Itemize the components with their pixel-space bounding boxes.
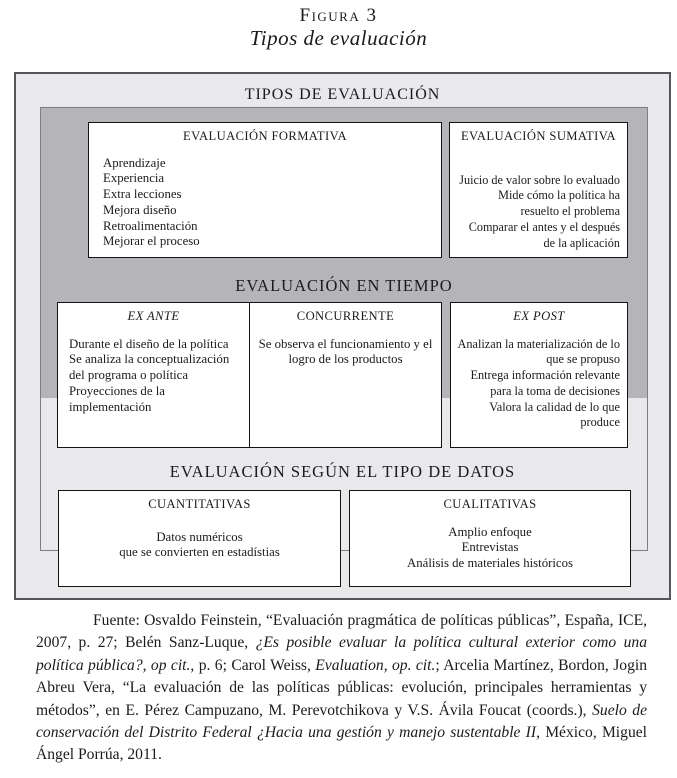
figure-title: Tipos de evaluación bbox=[249, 26, 428, 50]
quantitative-title: CUANTITATIVAS bbox=[148, 497, 251, 511]
time-evaluation-header: EVALUACIÓN EN TIEMPO bbox=[235, 276, 453, 295]
quantitative-items: Datos numéricos que se convierten en estadístias bbox=[119, 529, 280, 560]
formative-evaluation-title: EVALUACIÓN FORMATIVA bbox=[183, 129, 347, 143]
figure-label: Figura 3 bbox=[299, 5, 378, 26]
qualitative-items: Amplio enfoque Entrevistas Análisis de materiales históricos bbox=[407, 524, 573, 571]
formative-evaluation-items: Aprendizaje Experiencia Extra lecciones Mejora diseño Retroalimentación Mejorar el proceso bbox=[103, 155, 200, 249]
summative-evaluation-title: EVALUACIÓN SUMATIVA bbox=[460, 129, 617, 143]
concurrent-items: Se observa el funcionamiento y el logro de los productos bbox=[258, 336, 433, 367]
ex-post-title: EX POST bbox=[513, 309, 565, 323]
ex-post-items: Analizan la materialización de lo que se propuso Entrega información relevante para la toma de decisiones Valora la calidad de lo que produce bbox=[457, 336, 620, 430]
main-header: TIPOS DE EVALUACIÓN bbox=[244, 86, 441, 103]
qualitative-title: CUALITATIVAS bbox=[443, 497, 537, 511]
ex-ante-title: EX ANTE bbox=[127, 309, 180, 323]
ex-post-box bbox=[450, 302, 628, 448]
summative-evaluation-items: Juicio de valor sobre lo evaluado Mide cómo la política ha resuelto el problema Comparar el antes y el después de la aplicación bbox=[459, 172, 620, 250]
summative-evaluation-box bbox=[449, 122, 628, 258]
ex-ante-box bbox=[57, 302, 250, 448]
data-type-evaluation-header: EVALUACIÓN SEGÚN EL TIPO DE DATOS bbox=[169, 462, 516, 481]
concurrent-box bbox=[250, 302, 442, 448]
formative-evaluation-box bbox=[88, 122, 442, 258]
ex-ante-items: Durante el diseño de la política Se analiza la conceptualización del programa o política Proyecciones de la implementación bbox=[69, 336, 230, 414]
source-citation: Fuente: Osvaldo Feinstein, “Evaluación pragmática de políticas públicas”, España, ICE, 2007, p. 27; Belén Sanz-Luque, ¿Es posible evaluar la política cultural exterior como una política pública?, op cit., p. 6; Carol Weiss, Evaluation, op. cit.; Arcelia Martínez, Bordon, Jogin Abreu Vera, “La evaluación de las políticas públicas: evolución, principales herramientas y métodos”, en E. Pérez Campuzano, M. Perevotchikova y V.S. Ávila Foucat (coords.), Suelo de conservación del Distrito Federal ¿Hacia una gestión y manejo sustentable II, México, Miguel Ángel Porrúa, 2011. bbox=[36, 612, 647, 764]
concurrent-title: CONCURRENTE bbox=[296, 309, 395, 323]
qualitative-box bbox=[349, 490, 631, 587]
quantitative-box bbox=[58, 490, 341, 587]
